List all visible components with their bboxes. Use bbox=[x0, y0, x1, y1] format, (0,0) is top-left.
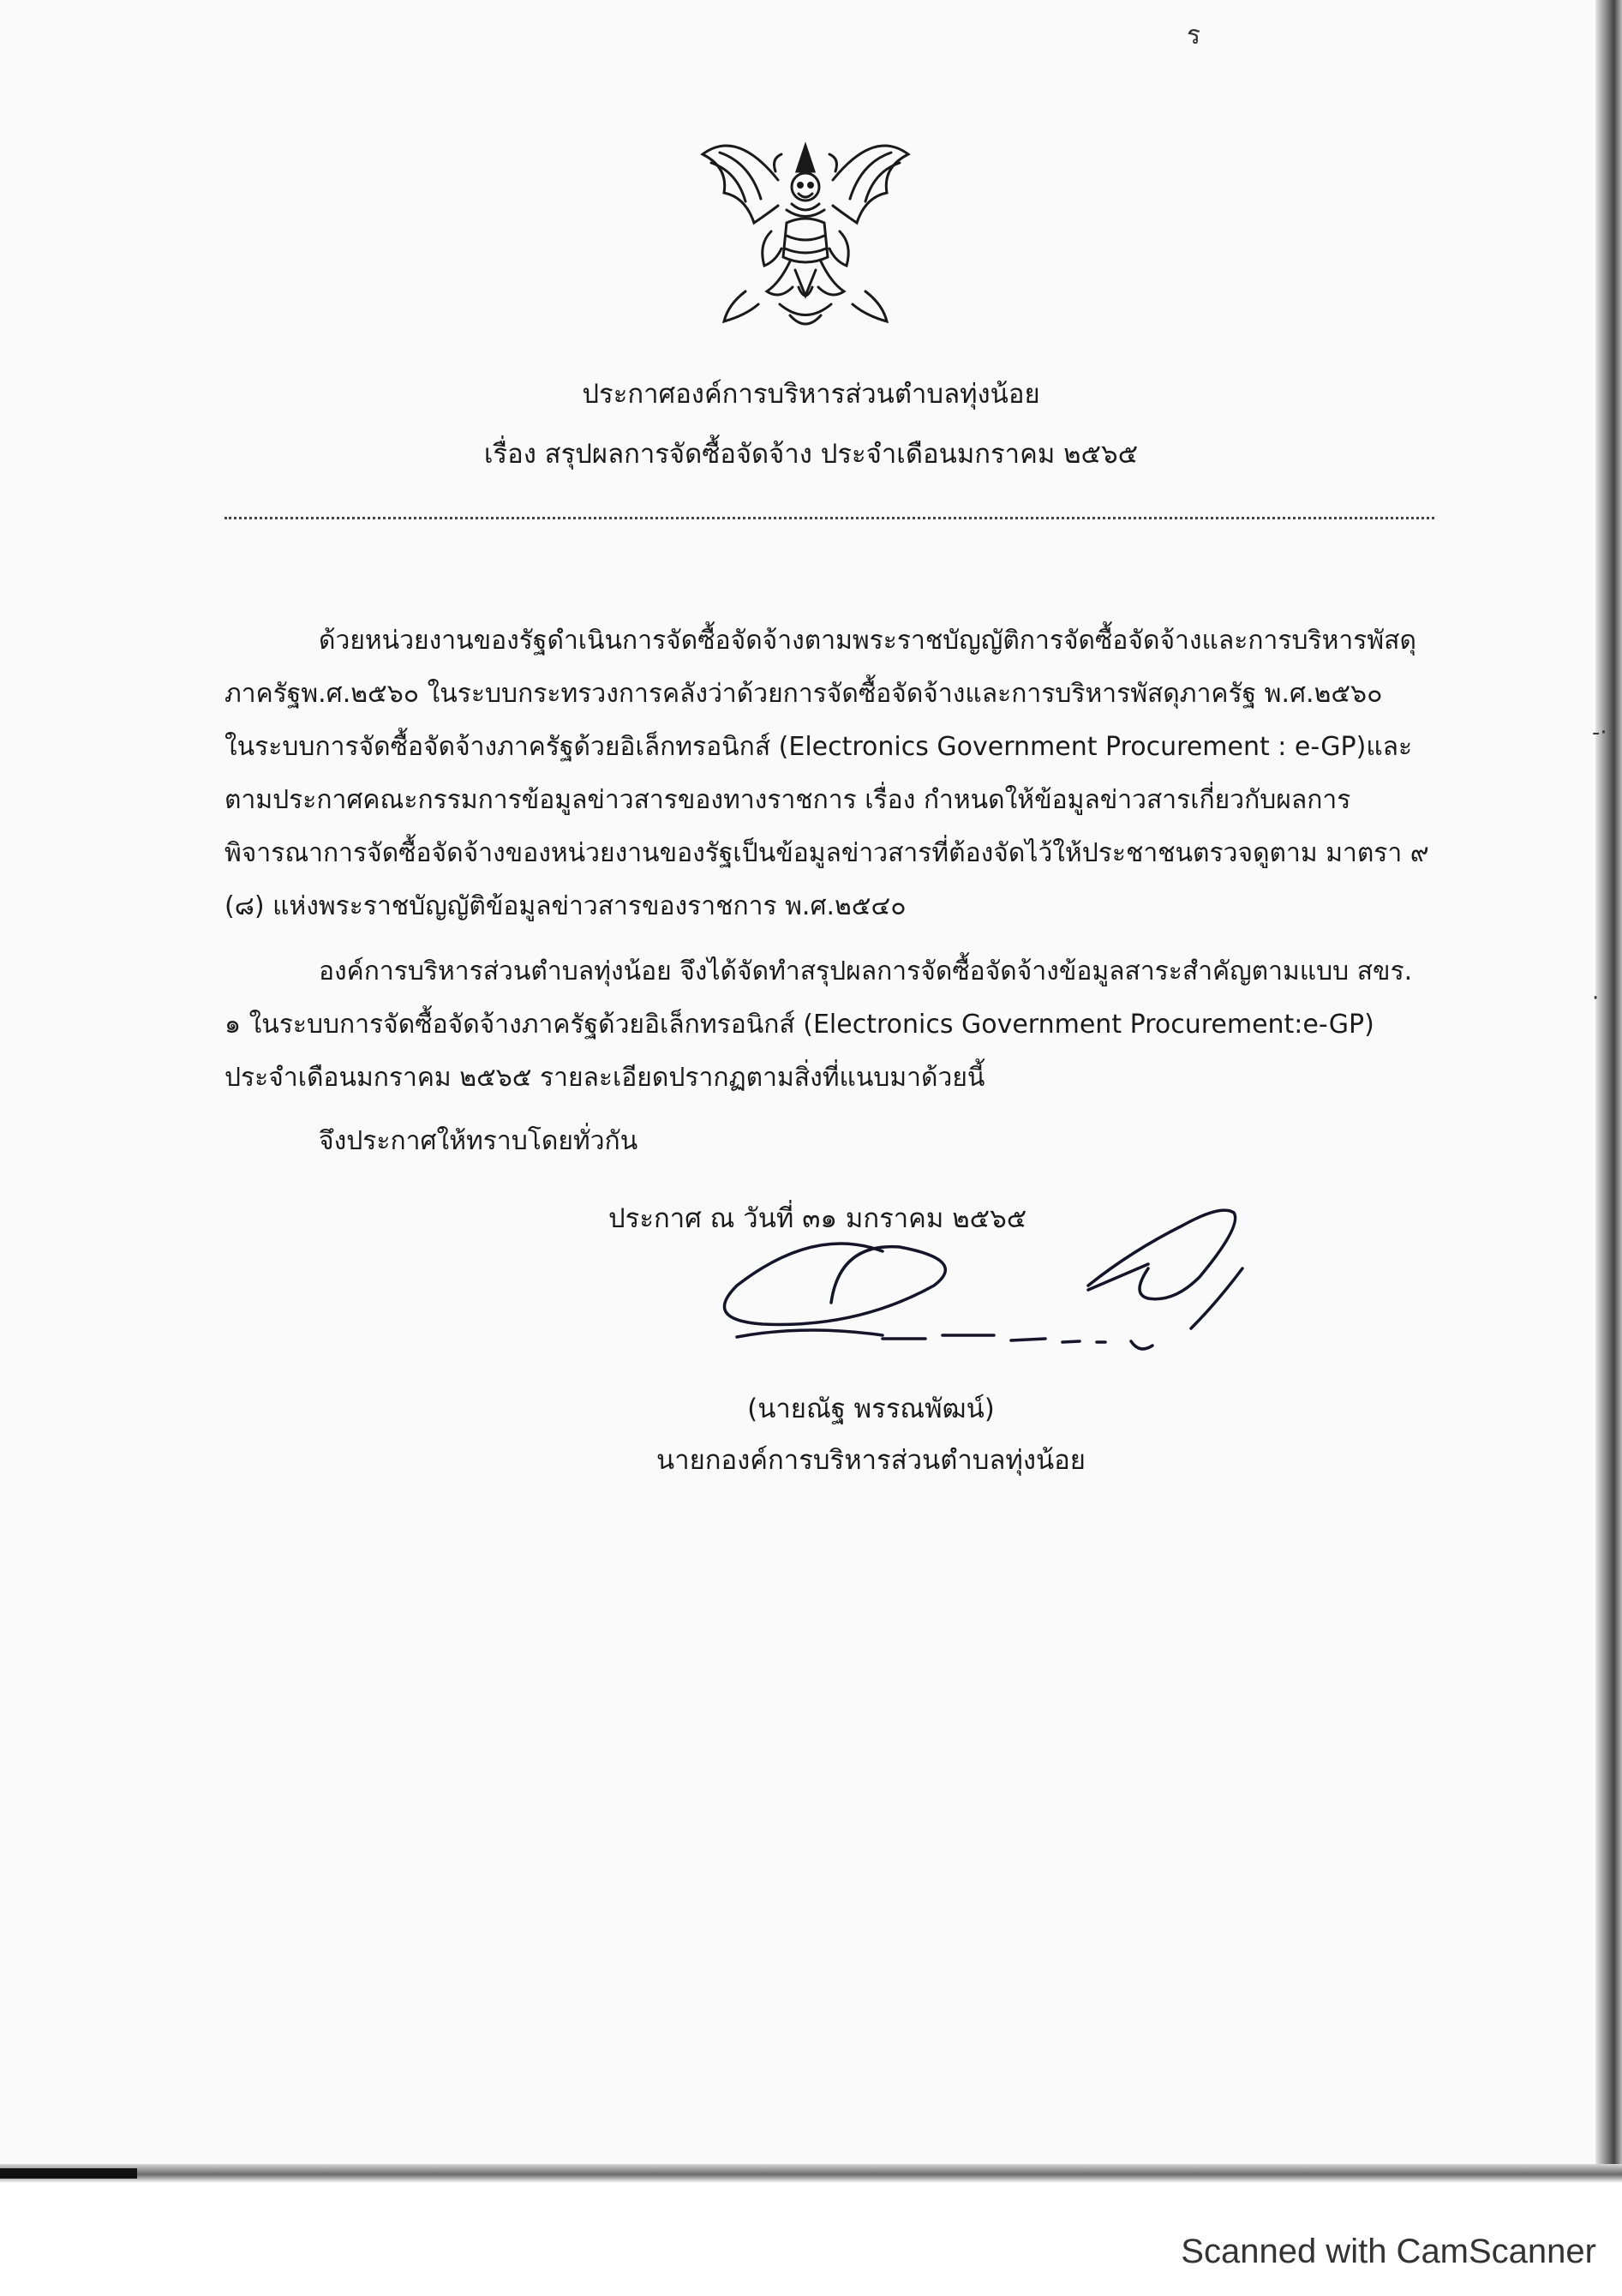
document-subject: เรื่อง สรุปผลการจัดซื้อจัดจ้าง ประจำเดือนมกราคม ๒๕๖๕ bbox=[483, 439, 1139, 470]
edge-mark: · bbox=[1592, 986, 1600, 1011]
handwritten-signature bbox=[685, 1174, 1268, 1363]
paragraph-line: องค์การบริหารส่วนตำบลทุ่งน้อย จึงได้จัดทำสรุปผลการจัดซื้อจัดจ้างข้อมูลสาระสำคัญตามแบบ สขร. bbox=[319, 956, 1413, 986]
title-divider bbox=[224, 517, 1434, 519]
garuda-emblem-icon bbox=[685, 120, 925, 343]
edge-mark: -· bbox=[1592, 720, 1607, 746]
announcement-date: ประกาศ ณ วันที่ ๓๑ มกราคม ๒๕๖๕ bbox=[608, 1203, 1027, 1234]
closing-line: จึงประกาศให้ทราบโดยทั่วกัน bbox=[319, 1126, 638, 1156]
paragraph-line: ด้วยหน่วยงานของรัฐดำเนินการจัดซื้อจัดจ้างตามพระราชบัญญัติการจัดซื้อจัดจ้างและการบริหารพัสดุ bbox=[319, 626, 1416, 656]
scan-shadow-bottom bbox=[0, 2164, 1622, 2183]
paragraph-line: ตามประกาศคณะกรรมการข้อมูลข่าวสารของทางราชการ เรื่อง กำหนดให้ข้อมูลข่าวสารเกี่ยวกับผลการ bbox=[224, 785, 1351, 815]
scan-shadow-right bbox=[1595, 0, 1622, 2181]
signer-name: (นายณัฐ พรรณพัฒน์) bbox=[747, 1394, 995, 1424]
paragraph-line: พิจารณาการจัดซื้อจัดจ้างของหน่วยงานของรัฐเป็นข้อมูลข่าวสารที่ต้องจัดไว้ให้ประชาชนตรวจดูตาม มาตรา ๙ bbox=[224, 838, 1429, 868]
document-title: ประกาศองค์การบริหารส่วนตำบลทุ่งน้อย bbox=[582, 379, 1040, 410]
scan-mark-bottom bbox=[0, 2168, 137, 2179]
paragraph-line: ภาครัฐพ.ศ.๒๕๖๐ ในระบบกระทรวงการคลังว่าด้วยการจัดซื้อจัดจ้างและการบริหารพัสดุภาครัฐ พ.ศ.๒๕๖๐ bbox=[224, 679, 1383, 709]
paragraph-line: ในระบบการจัดซื้อจัดจ้างภาครัฐด้วยอิเล็กทรอนิกส์ (Electronics Government Procurement : e-GP)และ bbox=[224, 732, 1413, 762]
paragraph-line: ๑ ในระบบการจัดซื้อจัดจ้างภาครัฐด้วยอิเล็กทรอนิกส์ (Electronics Government Procurement:e-GP) bbox=[224, 1010, 1374, 1040]
paragraph-line: (๘) แห่งพระราชบัญญัติข้อมูลข่าวสารของราชการ พ.ศ.๒๕๔๐ bbox=[224, 891, 907, 921]
paragraph-line: ประจำเดือนมกราคม ๒๕๖๕ รายละเอียดปรากฏตามสิ่งที่แนบมาด้วยนี้ bbox=[224, 1063, 985, 1093]
scanner-watermark: Scanned with CamScanner bbox=[1181, 2233, 1596, 2270]
corner-mark: ร bbox=[1187, 21, 1201, 51]
signer-position: นายกองค์การบริหารส่วนตำบลทุ่งน้อย bbox=[656, 1445, 1086, 1476]
